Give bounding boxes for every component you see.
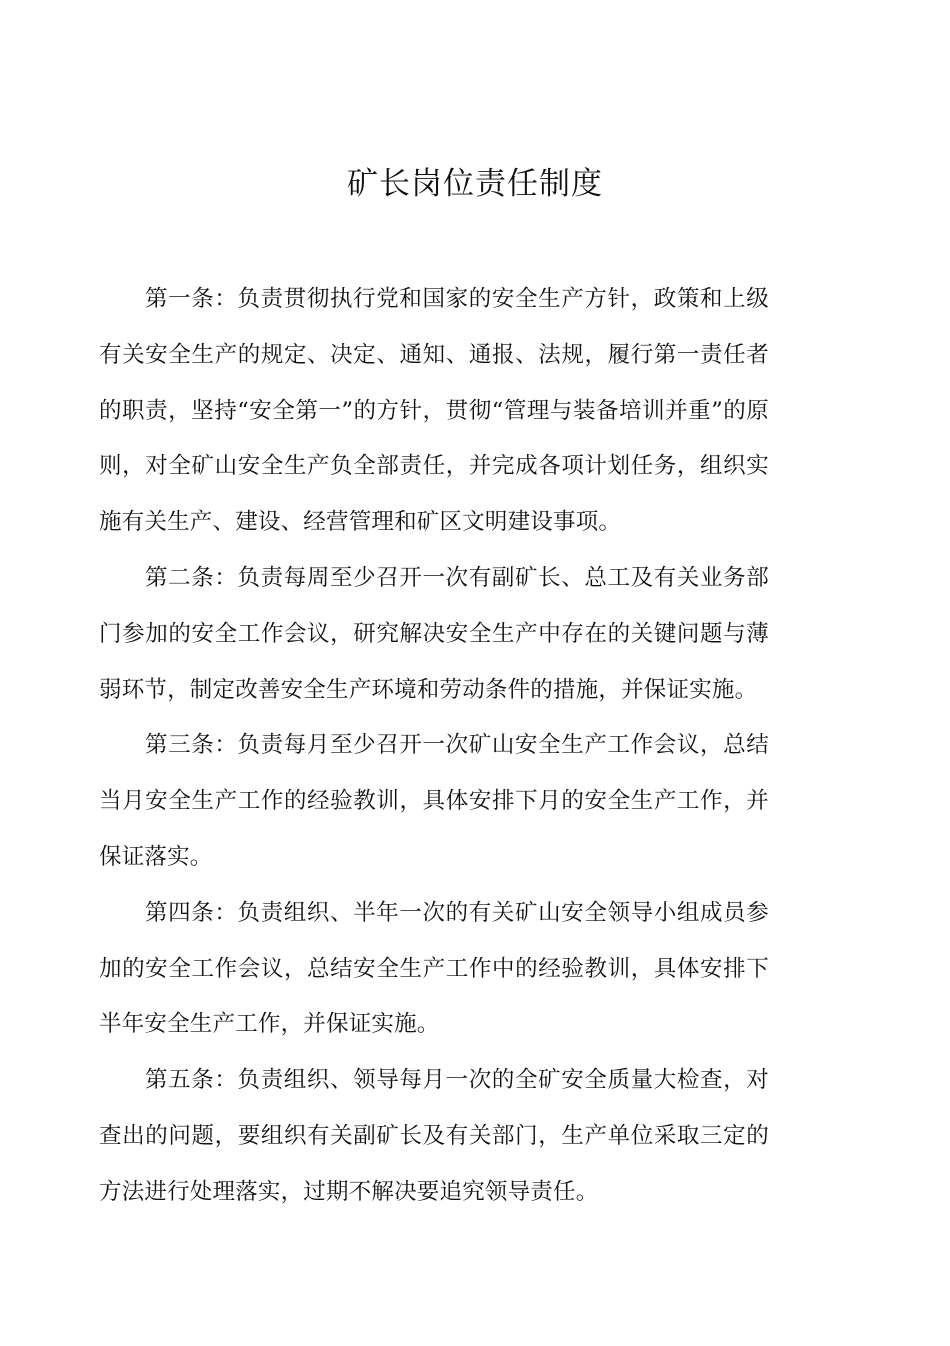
article-4-paragraph: 第四条：负责组织、半年一次的有关矿山安全领导小组成员参加的安全工作会议，总结安全生产工作中的经验教训，具体安排下半年安全生产工作，并保证实施。 [99,899,769,1038]
document-title: 矿长岗位责任制度 [347,166,603,202]
article-5-paragraph: 第五条：负责组织、领导每月一次的全矿安全质量大检查，对查出的问题，要组织有关副矿长及有关部门，生产单位采取三定的方法进行处理落实，过期不解决要追究领导责任。 [99,1067,769,1205]
article-3-paragraph: 第三条：负责每月至少召开一次矿山安全生产工作会议，总结当月安全生产工作的经验教训，具体安排下月的安全生产工作，并保证落实。 [99,732,769,870]
document-body [99,272,769,1221]
article-1-paragraph: 第一条：负责贯彻执行党和国家的安全生产方针，政策和上级有关安全生产的规定、决定、通知、通报、法规，履行第一责任者的职责，坚持“安全第一”的方针，贯彻“管理与装备培训并重”的原则，对全矿山安全生产负全部责任，并完成各项计划任务，组织实施有关生产、建设、经营管理和矿区文明建设事项。 [99,286,769,536]
article-2-paragraph: 第二条：负责每周至少召开一次有副矿长、总工及有关业务部门参加的安全工作会议，研究解决安全生产中存在的关键问题与薄弱环节，制定改善安全生产环境和劳动条件的措施，并保证实施。 [99,564,769,703]
